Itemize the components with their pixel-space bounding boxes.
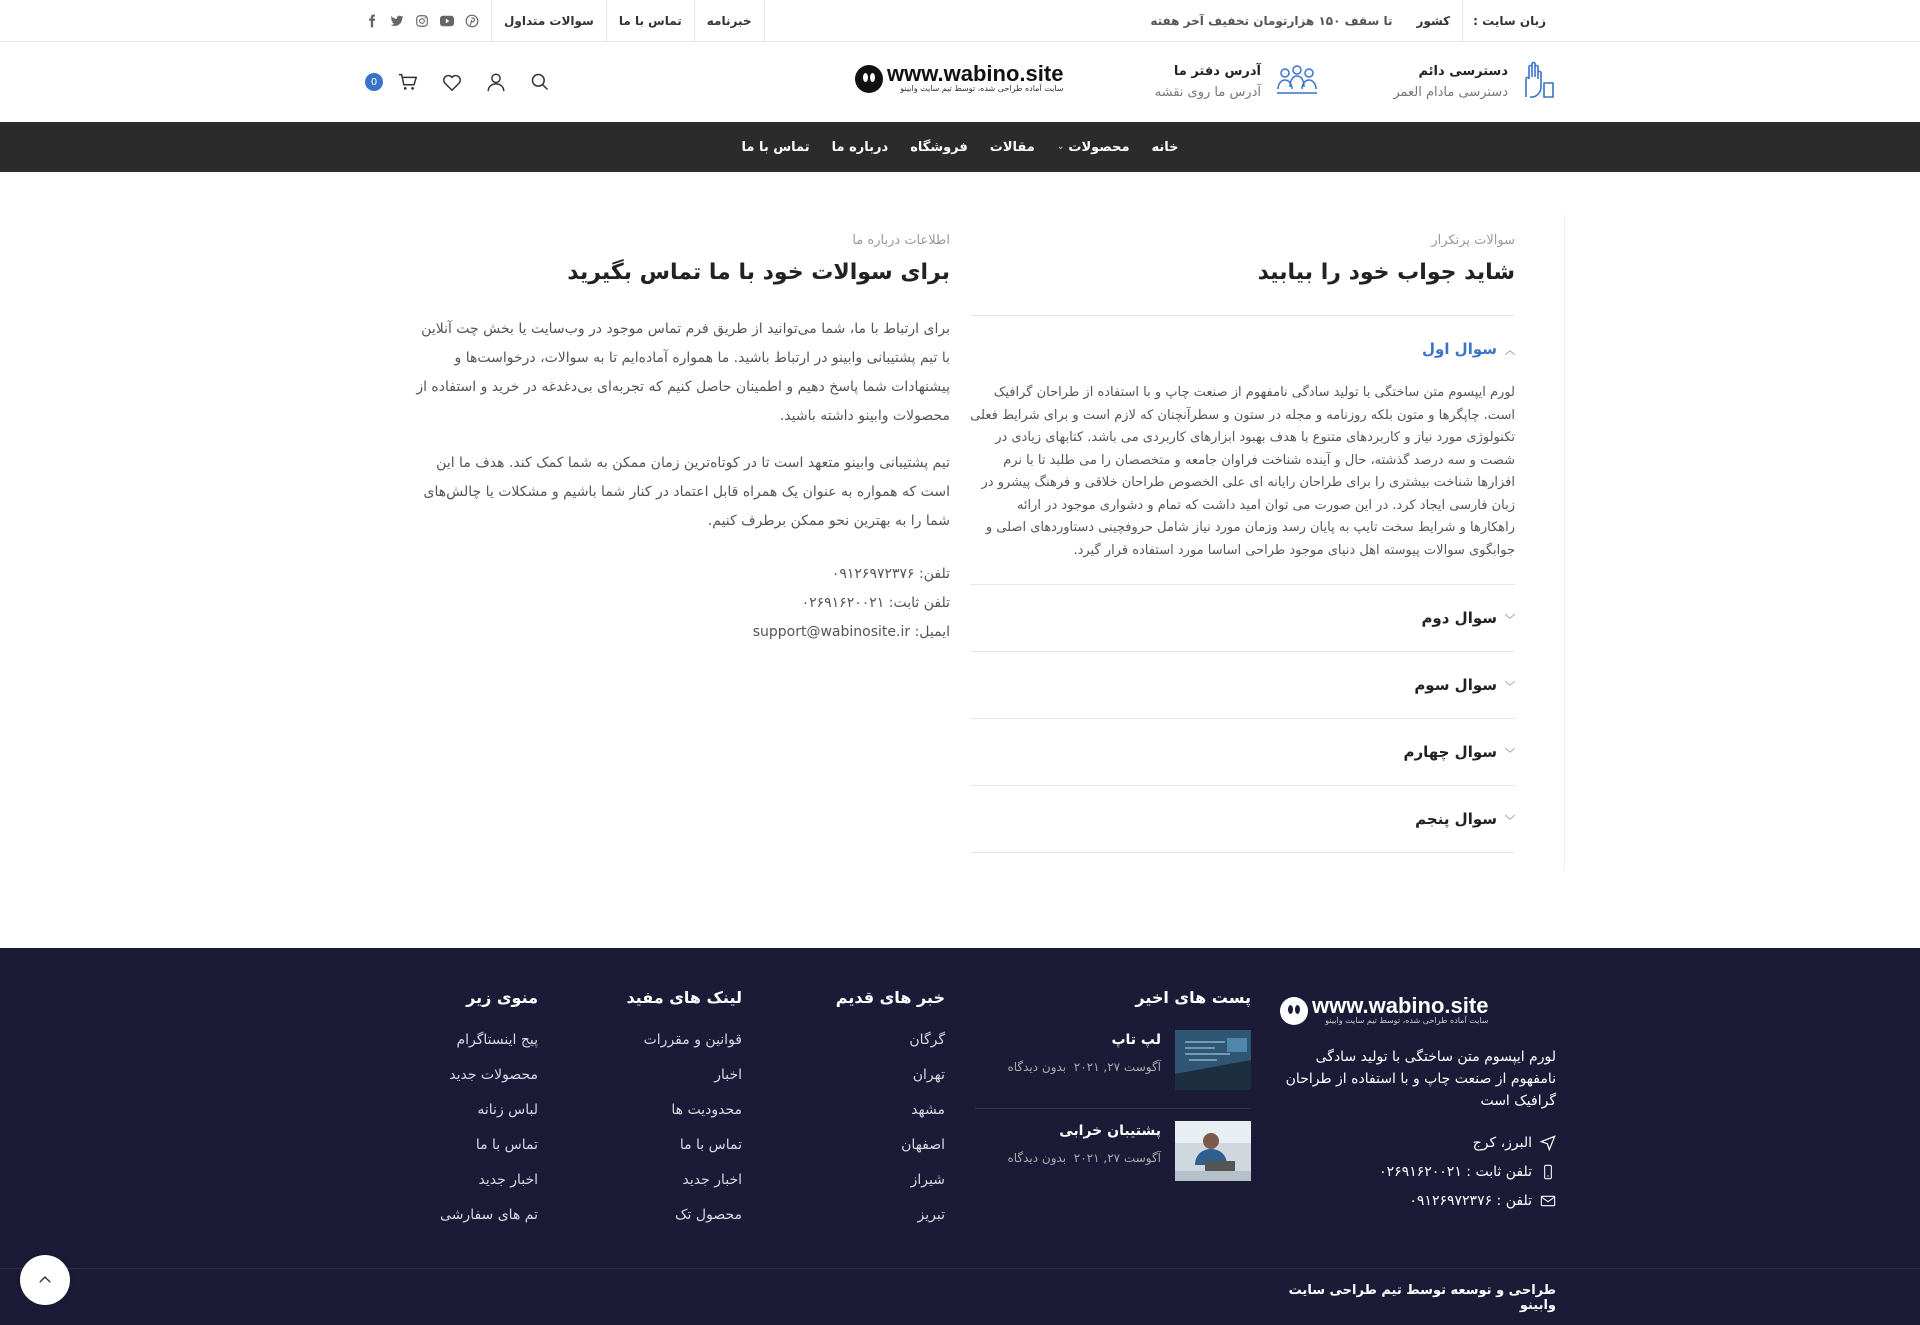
footer-link[interactable]: محدودیت ها (671, 1102, 742, 1118)
footer-link[interactable]: قوانین و مقررات (643, 1032, 742, 1048)
footer-recent-posts (975, 988, 1251, 1031)
faq-question-2[interactable] (970, 585, 1515, 651)
footer-link[interactable]: تماس با ما (679, 1137, 742, 1153)
contact-section (410, 215, 950, 647)
footer-link[interactable]: تهران (912, 1067, 945, 1083)
country-selector[interactable]: کشور (1416, 14, 1451, 28)
post-date: آگوست ۲۷, ۲۰۲۱ (1073, 1060, 1161, 1074)
top-link-newsletter[interactable]: خبرنامه (694, 0, 765, 42)
faq-item (970, 585, 1515, 652)
access-title: دسترسی دائم (1418, 64, 1508, 79)
footer-post[interactable] (975, 1121, 1251, 1181)
footer-link[interactable]: اخبار جدید (682, 1172, 742, 1188)
footer-link[interactable]: اخبار جدید (478, 1172, 538, 1188)
nav-item-products[interactable] (1057, 140, 1130, 155)
footer-old-news-title: خبر های قدیم (835, 988, 945, 1007)
envelope-icon (1540, 1193, 1556, 1209)
office-subtitle: آدرس ما روی نقشه (1154, 85, 1261, 100)
cart-icon[interactable] (397, 71, 419, 93)
chevron-down-icon: ﹀ (1505, 614, 1515, 626)
footer-contact (1280, 1134, 1556, 1221)
promo-text: تا سقف ۱۵۰ هزارتومان تخفیف آخر هفته (1150, 14, 1393, 28)
footer-useful-links (552, 988, 742, 1241)
faq-item (970, 652, 1515, 719)
contact-phone: تلفن: ۰۹۱۲۶۹۷۲۳۷۶ (831, 566, 950, 582)
footer-link[interactable]: اخبار (714, 1067, 742, 1083)
footer-submenu-title: منوی زیر (466, 988, 538, 1007)
contact-paragraph-2: تیم پشتیبانی وابینو متعهد است تا در کوتاه‌ترین زمان ممکن به شما کمک کند. هدف ما این است که همواره به عنوان یک همراه قابل اعتماد در کنار شما باشیم و مشکلات یا چالش‌های شما را به بهترین نحو ممکن برطرف کنیم. (423, 455, 950, 529)
location-arrow-icon (1540, 1135, 1556, 1151)
footer-address-text: البرز، کرج (1472, 1135, 1532, 1151)
footer-logo[interactable] (1280, 993, 1489, 1025)
access-info (1393, 42, 1556, 122)
footer-link[interactable]: تماس با ما (475, 1137, 538, 1153)
chevron-up-icon: ︿ (1505, 345, 1515, 357)
nav-item-contact[interactable]: تماس با ما (741, 139, 810, 155)
chevron-down-icon: ⌄ (1056, 142, 1065, 152)
site-footer (0, 948, 1920, 1325)
wishlist-heart-icon[interactable] (441, 71, 463, 93)
top-bar-left (365, 0, 765, 42)
logo-mark-icon (1280, 997, 1308, 1025)
post-thumbnail-support[interactable] (1175, 1121, 1251, 1181)
footer-link[interactable]: لباس زنانه (477, 1102, 538, 1118)
phone-icon (1540, 1164, 1556, 1180)
post-meta (1007, 1151, 1161, 1165)
search-icon[interactable] (529, 71, 551, 93)
cart-count-badge: 0 (365, 73, 383, 91)
faq-item (970, 786, 1515, 853)
site-header (0, 42, 1920, 122)
logo-mark-icon (855, 65, 883, 93)
faq-question-3[interactable] (970, 652, 1515, 718)
faq-item (970, 316, 1515, 585)
top-link-contact[interactable]: تماس با ما (606, 0, 694, 42)
instagram-icon[interactable] (415, 14, 429, 28)
scroll-to-top-button[interactable] (20, 1255, 70, 1305)
contact-landline: تلفن ثابت: ۰۲۶۹۱۶۲۰۰۲۱ (801, 595, 950, 611)
social-icons (365, 14, 491, 28)
faq-question-label: سوال چهارم (1403, 743, 1497, 761)
footer-link[interactable]: اصفهان (901, 1137, 945, 1153)
footer-landline-text: تلفن ثابت : ۰۲۶۹۱۶۲۰۰۲۱ (1379, 1164, 1532, 1180)
header-actions (365, 42, 551, 122)
footer-link[interactable]: مشهد (911, 1102, 945, 1118)
top-bar-right (1138, 0, 1556, 42)
footer-old-news (755, 988, 945, 1241)
faq-title: شاید جواب خود را بیابید (1257, 260, 1515, 285)
faq-section (970, 215, 1515, 853)
post-meta (1007, 1060, 1161, 1074)
post-date: آگوست ۲۷, ۲۰۲۱ (1073, 1151, 1161, 1165)
nav-item-products-label: محصولات (1068, 139, 1130, 155)
footer-link[interactable]: محصول تک (675, 1207, 742, 1223)
footer-link[interactable]: تبریز (917, 1207, 945, 1223)
office-info (1155, 42, 1319, 122)
nav-item-about[interactable]: درباره ما (831, 139, 889, 155)
facebook-icon[interactable] (365, 14, 379, 28)
post-divider (975, 1108, 1251, 1109)
user-account-icon[interactable] (485, 71, 507, 93)
faq-question-4[interactable] (970, 719, 1515, 785)
contact-info (410, 560, 950, 647)
chevron-up-icon (36, 1271, 54, 1289)
logo-subtitle: سایت آماده طراحی شده، توسط تیم سایت وابینو (900, 84, 1064, 93)
contact-paragraph-1: برای ارتباط با ما، شما می‌توانید از طریق فرم تماس موجود در وب‌سایت یا بخش چت آنلاین با تیم پشتیبانی وابینو در ارتباط باشید. ما همواره آماده‌ایم تا به سوالات، درخواست‌ها و پیشنهادات شما پاسخ دهیم و اطمینان حاصل کنیم که تجربه‌ای بی‌دغدغه در خرید و استفاده از محصولات وابینو داشته باشید. (416, 321, 950, 424)
footer-link[interactable]: محصولات جدید (449, 1067, 538, 1083)
office-title: آدرس دفتر ما (1173, 64, 1261, 79)
top-bar (0, 0, 1920, 42)
post-comments: بدون دیدگاه (1007, 1151, 1067, 1165)
nav-item-home[interactable]: خانه (1151, 139, 1179, 155)
footer-link[interactable]: شیراز (910, 1172, 945, 1188)
pinterest-icon[interactable] (465, 14, 479, 28)
chevron-down-icon: ﹀ (1505, 681, 1515, 693)
post-thumbnail-laptop[interactable] (1175, 1030, 1251, 1090)
footer-phone-text: تلفن : ۰۹۱۲۶۹۷۲۳۷۶ (1409, 1193, 1532, 1209)
faq-answer-1: لورم ایپسوم متن ساختگی با تولید سادگی نامفهوم از صنعت چاپ و با استفاده از طراحان گرافیک است. چاپگرها و متون بلکه روزنامه و مجله در ستون و سطرآنچنان که لازم است و برای شرایط فعلی تکنولوژی مورد نیاز و کاربردهای متنوع با هدف بهبود ابزارهای کاربردی می باشد. کتابهای زیادی در شصت و سه درصد گذشته، حال و آینده شناخت فراوان جامعه و متخصصان را می طلبد تا با نرم افزارها شناخت بیشتری را برای طراحان رایانه ای علی الخصوص طراحان خلاقی و فرهنگ پیشرو در زبان فارسی ایجاد کرد. در این صورت می توان امید داشت که تمام و دشواری موجود در ارائه راهکارها و شرایط سخت تایپ به پایان رسد وزمان مورد نیاز شامل حروفچینی دستاوردهای اصلی و جوابگوی سوالات پیوسته اهل دنیای موجود طراحی اساسا مورد استفاده قرار گیرد. (970, 385, 1515, 558)
hand-icon (1522, 61, 1556, 103)
faq-question-5[interactable] (970, 786, 1515, 852)
faq-eyebrow: سوالات پرتکرار (1431, 233, 1515, 248)
nav-item-articles[interactable]: مقالات (989, 139, 1035, 155)
faq-question-label: سوال پنجم (1415, 810, 1497, 828)
footer-landline (1280, 1163, 1556, 1181)
twitter-icon[interactable] (390, 14, 404, 28)
chevron-down-icon: ﹀ (1505, 748, 1515, 760)
youtube-icon[interactable] (440, 14, 454, 28)
footer-post[interactable] (975, 1030, 1251, 1090)
nav-item-shop[interactable]: فروشگاه (910, 139, 968, 155)
faq-item (970, 719, 1515, 786)
access-subtitle: دسترسی مادام العمر (1393, 85, 1508, 100)
footer-useful-title: لینک های مفید (626, 988, 742, 1007)
contact-eyebrow: اطلاعات درباره ما (852, 233, 950, 248)
post-title[interactable]: پشتیبان خرابی (1059, 1123, 1161, 1139)
faq-question-1[interactable] (970, 316, 1515, 382)
footer-copyright: طراحی و توسعه توسط تیم طراحی سایت وابینو (1288, 1283, 1556, 1313)
footer-address (1280, 1134, 1556, 1152)
footer-link[interactable]: تم های سفارشی (440, 1207, 538, 1223)
faq-question-label: سوال اول (1421, 340, 1497, 358)
top-links (491, 0, 765, 42)
language-selector[interactable]: زبان سایت : (1462, 0, 1556, 42)
faq-question-label: سوال دوم (1421, 609, 1497, 627)
footer-description: لورم ایپسوم متن ساختگی با تولید سادگی نامفهوم از صنعت چاپ و با استفاده از طراحان گرافیک است (1285, 1049, 1556, 1109)
footer-divider (0, 1268, 1920, 1269)
contact-title: برای سوالات خود با ما تماس بگیرید (567, 260, 950, 285)
chevron-down-icon: ﹀ (1505, 815, 1515, 827)
footer-phone (1280, 1192, 1556, 1210)
footer-logo-text: www.wabino.site (1312, 993, 1489, 1018)
footer-link[interactable]: گرگان (909, 1032, 945, 1048)
faq-divider (1564, 215, 1565, 870)
faq-question-label: سوال سوم (1414, 676, 1497, 694)
main-nav (0, 122, 1920, 172)
faq-accordion (970, 315, 1515, 853)
site-logo[interactable] (855, 61, 1064, 93)
top-link-faq[interactable]: سوالات متداول (491, 0, 606, 42)
footer-link[interactable]: پیج اینستاگرام (456, 1032, 538, 1048)
post-comments: بدون دیدگاه (1007, 1060, 1067, 1074)
footer-submenu (348, 988, 538, 1241)
footer-logo-subtitle: سایت آماده طراحی شده، توسط تیم سایت وابینو (1325, 1016, 1489, 1025)
team-icon (1275, 63, 1319, 101)
logo-text: www.wabino.site (887, 61, 1064, 86)
footer-recent-title: پست های اخیر (1135, 988, 1251, 1007)
post-title[interactable]: لپ تاپ (1111, 1032, 1161, 1048)
contact-email[interactable]: ایمیل: support@wabinosite.ir (752, 624, 950, 640)
